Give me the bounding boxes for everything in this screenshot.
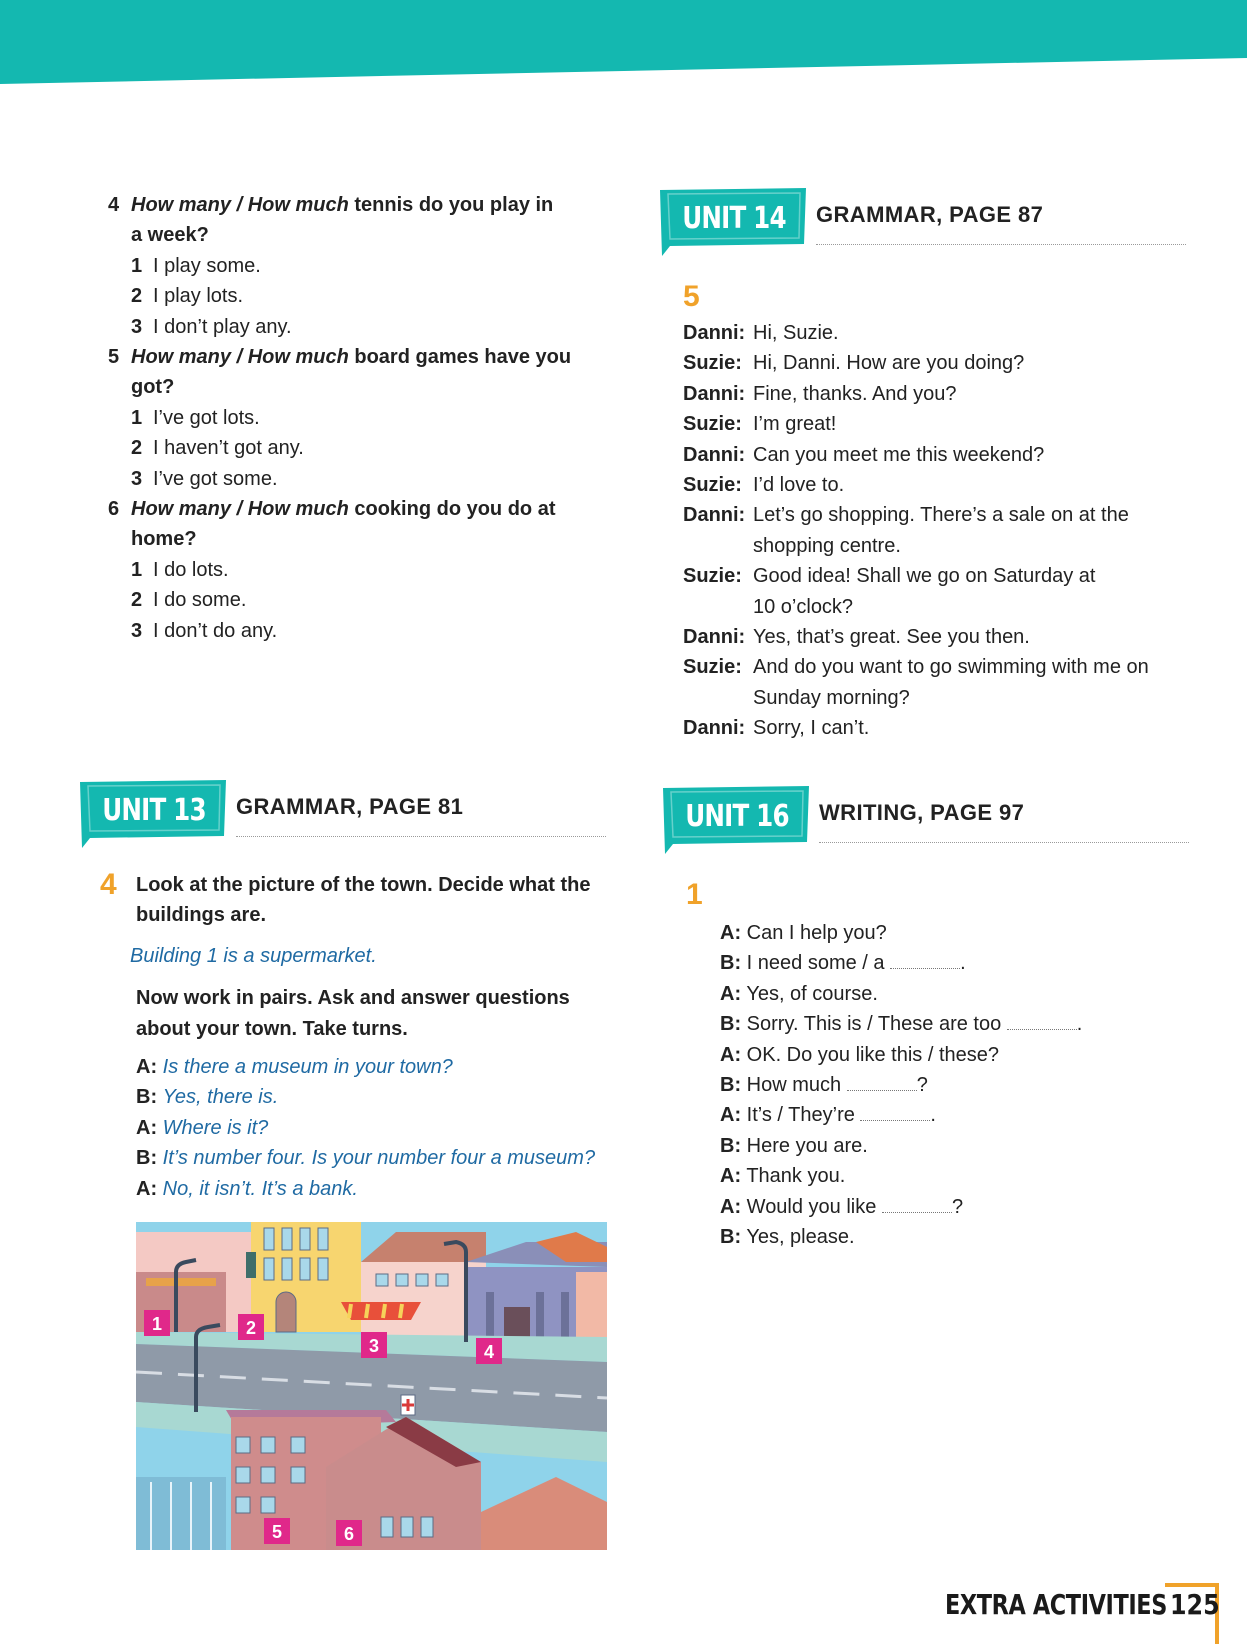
questions-block: [108, 190, 588, 646]
dialogue-line: B: Here you are.: [720, 1134, 868, 1157]
dialogue-line: A: Yes, of course.: [720, 982, 878, 1005]
town-picture: [136, 1222, 607, 1550]
unit-16-header: [659, 786, 1194, 856]
instruction: Look at the picture of the town. Decide what the buildings are.: [136, 874, 591, 927]
example-answer: Building 1 is a supermarket.: [130, 944, 377, 967]
option: 2 I do some.: [131, 589, 247, 612]
unit-14-content: [683, 280, 1183, 744]
option: 2 I play lots.: [131, 285, 244, 308]
page-number: 125: [1170, 1588, 1220, 1621]
dialogue-line: B: How much ?: [720, 1074, 928, 1097]
dialogue-line: A: Would you like ?: [720, 1195, 964, 1218]
dialogue-line: A: Where is it?: [136, 1116, 269, 1139]
unit-badge-label: UNIT 16: [685, 799, 789, 834]
dialogue-line: B: Yes, there is.: [136, 1086, 279, 1109]
unit-title: GRAMMAR, PAGE 87: [816, 202, 1044, 227]
unit-title: WRITING, PAGE 97: [819, 800, 1025, 825]
option: 1 I do lots.: [131, 558, 229, 581]
unit-rule: [236, 836, 606, 837]
question-number: 5: [108, 346, 120, 369]
option: 3 I don’t play any.: [131, 315, 292, 338]
dialogue-line: A: Can I help you?: [720, 922, 887, 944]
marker-1: 1: [151, 1314, 163, 1334]
unit-badge-shape: [656, 188, 806, 258]
exercise-number: 4: [100, 868, 117, 901]
instruction-block: [100, 870, 610, 931]
marker-3: 3: [368, 1336, 380, 1356]
answer-blank[interactable]: [860, 1103, 930, 1121]
dialogue-line: A: OK. Do you like this / these?: [720, 1043, 1000, 1066]
dialogue-line: Suzie: Good idea! Shall we go on Saturday at 10 o’clock?: [683, 565, 1096, 618]
marker-2: 2: [245, 1318, 257, 1338]
unit-rule: [816, 244, 1186, 245]
top-band: [0, 0, 1247, 90]
unit-badge-label: UNIT 14: [682, 201, 786, 236]
dialogue: [686, 918, 1186, 1252]
option: 1 I play some.: [131, 254, 261, 277]
question-6: 6 How many / How much cooking do you do at home?: [108, 494, 588, 555]
answer-blank[interactable]: [890, 951, 960, 969]
unit-badge-shape: [76, 780, 226, 850]
question-5: 5 How many / How much board games have you got?: [108, 342, 588, 403]
dialogue-line: Suzie: I’d love to.: [683, 474, 845, 497]
option: 3 I’ve got some.: [131, 467, 278, 490]
dialogue-line: B: Yes, please.: [720, 1226, 855, 1249]
option: 1 I’ve got lots.: [131, 406, 260, 429]
exercise-number: 1: [686, 878, 703, 911]
unit-16-content: [686, 878, 1186, 1252]
marker-6: 6: [343, 1524, 355, 1544]
question-number: 4: [108, 194, 120, 216]
answer-blank[interactable]: [1007, 1012, 1077, 1030]
dialogue-line: Danni: Fine, thanks. And you?: [683, 382, 957, 405]
dialogue-line: Danni: Hi, Suzie.: [683, 322, 839, 344]
unit-13-content: [100, 870, 610, 1204]
unit-rule: [819, 842, 1189, 843]
question-4: 4 How many / How much tennis do you play in a week?: [108, 190, 588, 251]
dialogue-line: A: Is there a museum in your town?: [136, 1056, 453, 1079]
dialogue-line: Danni: Can you meet me this weekend?: [683, 443, 1045, 466]
exercise-number: 5: [683, 280, 700, 313]
dialogue: [683, 318, 1183, 744]
dialogue-line: B: Sorry. This is / These are too .: [720, 1013, 1083, 1036]
answer-blank[interactable]: [882, 1195, 952, 1213]
dialogue-line: Suzie: Hi, Danni. How are you doing?: [683, 352, 1025, 375]
dialogue-line: A: It’s / They’re .: [720, 1104, 936, 1127]
town-illustration: [136, 1222, 607, 1550]
dialogue-line: B: I need some / a .: [720, 952, 966, 975]
unit-badge-label: UNIT 13: [102, 793, 206, 828]
unit-14-header: [656, 188, 1191, 258]
dialogue-line: Danni: Yes, that’s great. See you then.: [683, 626, 1030, 649]
unit-13-header: [76, 780, 611, 850]
question-number: 6: [108, 498, 120, 521]
answer-blank[interactable]: [847, 1073, 917, 1091]
dialogue-line: Danni: Sorry, I can’t.: [683, 717, 870, 740]
dialogue-line: Danni: Let’s go shopping. There’s a sale on at the shopping centre.: [683, 504, 1129, 557]
dialogue: [100, 1052, 610, 1204]
marker-4: 4: [483, 1342, 495, 1362]
option: 3 I don’t do any.: [131, 619, 278, 642]
dialogue-line: A: Thank you.: [720, 1165, 846, 1188]
footer-section-title: EXTRA ACTIVITIES: [945, 1588, 1167, 1621]
marker-5: 5: [271, 1522, 283, 1542]
unit-title: GRAMMAR, PAGE 81: [236, 794, 464, 819]
dialogue-line: Suzie: And do you want to go swimming with me on Sunday morning?: [683, 656, 1149, 709]
instruction-2: Now work in pairs. Ask and answer questions about your town. Take turns.: [136, 987, 570, 1040]
dialogue-line: A: No, it isn’t. It’s a bank.: [136, 1177, 358, 1200]
option: 2 I haven’t got any.: [131, 437, 304, 460]
unit-badge-shape: [659, 786, 809, 856]
dialogue-line: Suzie: I’m great!: [683, 413, 837, 436]
dialogue-line: B: It’s number four. Is your number four a museum?: [136, 1147, 596, 1170]
